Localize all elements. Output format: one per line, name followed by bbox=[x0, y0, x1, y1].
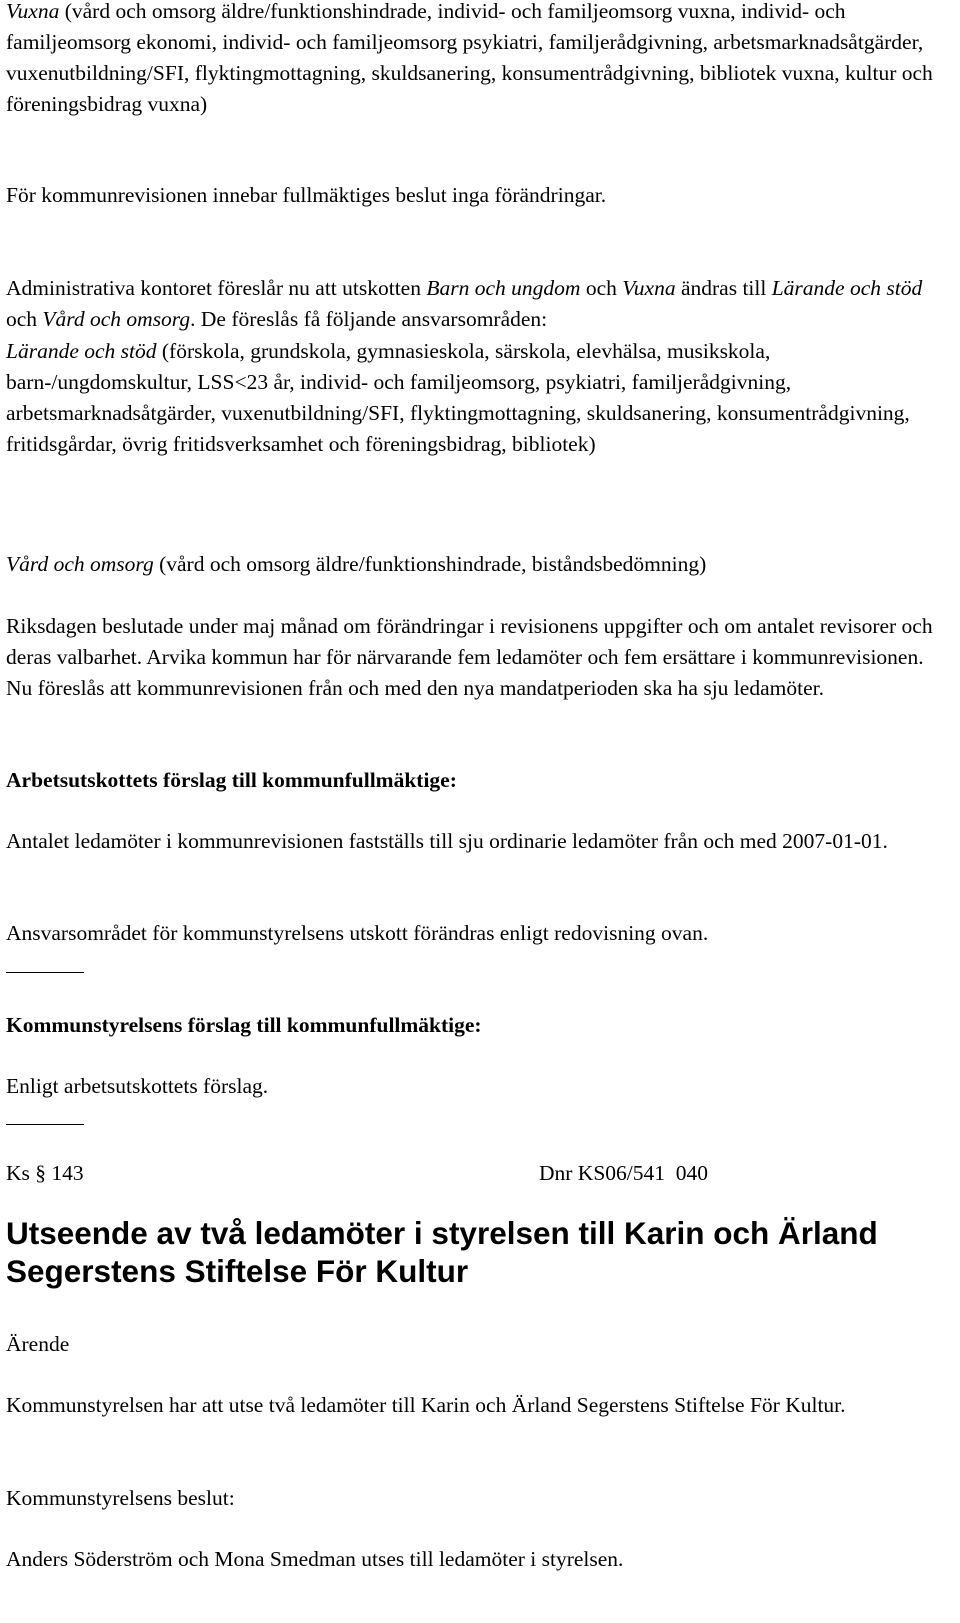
vard-och-omsorg-term: Vård och omsorg bbox=[6, 552, 154, 576]
beslut-label: Kommunstyrelsens beslut: bbox=[6, 1486, 235, 1510]
beslut-paragraph: Anders Söderström och Mona Smedman utses till ledamöter i styrelsen. bbox=[6, 1547, 624, 1571]
diary-number: Dnr KS06/541 040 bbox=[539, 1161, 709, 1185]
larande-och-stod-term: Lärande och stöd bbox=[6, 339, 157, 363]
separator-line bbox=[6, 1124, 84, 1125]
section-title: Utseende av två ledamöter i styrelsen till Karin och Ärland Segerstens Stiftelse För Kultur bbox=[6, 1215, 878, 1289]
separator-line bbox=[6, 972, 84, 973]
ks-paragraph-number: Ks § 143 bbox=[6, 1161, 84, 1185]
vard-och-omsorg-paragraph: Vård och omsorg (vård och omsorg äldre/funktionshindrade, biståndsbedömning) bbox=[6, 552, 707, 576]
arende-paragraph: Kommunstyrelsen har att utse två ledamöter till Karin och Ärland Segerstens Stiftelse För Kultur. bbox=[6, 1393, 846, 1417]
kommunstyrelsen-heading: Kommunstyrelsens förslag till kommunfullmäktige: bbox=[6, 1013, 482, 1037]
revision-unchanged-paragraph: För kommunrevisionen innebar fullmäktiges beslut inga förändringar. bbox=[6, 183, 607, 207]
riksdagen-paragraph: Riksdagen beslutade under maj månad om förändringar i revisionens uppgifter och om antalet revisorer och deras valbarhet. Arvika kommun har för närvarande fem ledamöter och fem ersättare i kommunrevisionen. Nu föreslås att kommunrevisionen från och med den nya mandatperioden ska ha sju ledamöter. bbox=[6, 614, 933, 700]
ansvarsomrade-paragraph: Ansvarsområdet för kommunstyrelsens utskott förändras enligt redovisning ovan. bbox=[6, 921, 709, 945]
ledamoter-paragraph: Antalet ledamöter i kommunrevisionen fastställs till sju ordinarie ledamöter från och med 2007-01-01. bbox=[6, 829, 888, 853]
vuxna-paragraph bbox=[6, 0, 941, 120]
larande-och-stod-paragraph: Lärande och stöd (förskola, grundskola, gymnasieskola, särskola, elevhälsa, musikskola, barn-/ungdomskultur, LSS<23 år, individ- och familjeomsorg, psykiatri, familjerådgivning, arbetsmarknadsåtgärder, vuxenutbildning/SFI, flyktingmottagning, skuldsanering, konsumentrådgivning, fritidsgårdar, övrig fritidsverksamhet och föreningsbidrag, bibliotek) bbox=[6, 339, 910, 456]
arende-label: Ärende bbox=[6, 1332, 70, 1356]
vuxna-description: (vård och omsorg äldre/funktionshindrade, individ- och familjeomsorg vuxna, individ- och familjeomsorg ekonomi, individ- och familjeomsorg psykiatri, familjerådgivning, arbetsmarknadsåtgärder, vuxenutbildning/SFI, flyktingmottagning, skuldsanering, konsumentrådgivning, bibliotek vuxna, kultur och föreningsbidrag vuxna) bbox=[6, 0, 933, 116]
vuxna-term: Vuxna bbox=[6, 0, 60, 23]
arbetsutskottet-heading: Arbetsutskottets förslag till kommunfullmäktige: bbox=[6, 768, 457, 792]
proposal-paragraph: Administrativa kontoret föreslår nu att utskotten Barn och ungdom och Vuxna ändras till Lärande och stöd och Vård och omsorg. De föreslås få följande ansvarsområden: bbox=[6, 276, 923, 331]
enligt-paragraph: Enligt arbetsutskottets förslag. bbox=[6, 1074, 269, 1098]
